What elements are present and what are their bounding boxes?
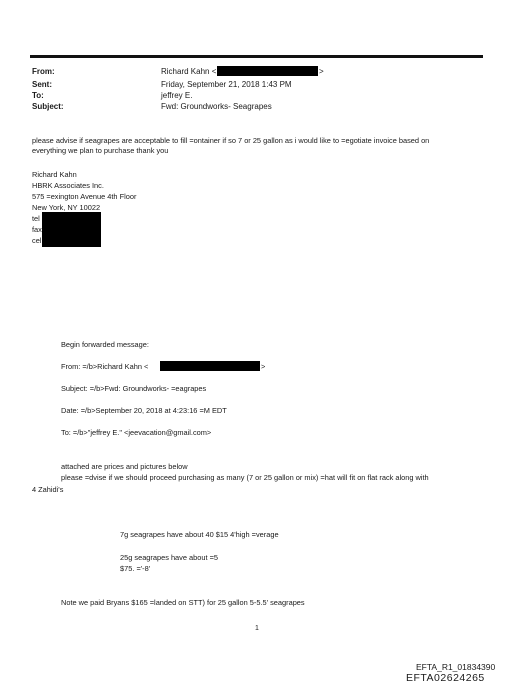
bates-number-2: EFTA02624265 — [406, 672, 485, 684]
from-tail: > — [319, 67, 324, 76]
forward-date: Date: =/b>September 20, 2018 at 4:23:16 =M EDT — [61, 406, 227, 415]
body-line-2: everything we plan to purchase thank you — [32, 146, 169, 155]
redaction-block — [217, 66, 318, 76]
sent-label: Sent: — [32, 80, 52, 89]
signature-name: Richard Kahn — [32, 170, 77, 179]
from-value: Richard Kahn < — [161, 67, 217, 76]
forward-to: To: =/b>"jeffrey E." <jeevacation@gmail.com> — [61, 428, 212, 437]
sent-value: Friday, September 21, 2018 1:43 PM — [161, 80, 292, 89]
redaction-block — [42, 212, 101, 247]
price-line: $75. ='-8' — [120, 564, 151, 573]
forward-intro: Begin forwarded message: — [61, 340, 149, 349]
forward-subject: Subject: =/b>Fwd: Groundworks- =eagrapes — [61, 384, 207, 393]
subject-label: Subject: — [32, 102, 64, 111]
from-label: From: — [32, 67, 55, 76]
page-number: 1 — [255, 625, 259, 632]
seven-gallon-line: 7g seagrapes have about 40 $15 4'high =verage — [120, 530, 279, 539]
signature-fax: fax — [32, 225, 42, 234]
signature-address: 575 =exington Avenue 4th Floor — [32, 192, 137, 201]
signature-company: HBRK Associates Inc. — [32, 181, 104, 190]
forward-from-tail: > — [261, 362, 266, 371]
subject-value: Fwd: Groundworks- Seagrapes — [161, 102, 272, 111]
bates-number-1: EFTA_R1_01834390 — [416, 662, 496, 672]
signature-cel: cel — [32, 236, 42, 245]
forward-from: From: =/b>Richard Kahn < — [61, 362, 149, 371]
to-value: jeffrey E. — [161, 91, 193, 100]
signature-tel: tel — [32, 214, 40, 223]
body-line-1: please advise if seagrapes are acceptable to fill =ontainer if so 7 or 25 gallon as i would like to =egotiate invoice based on — [32, 136, 430, 145]
forward-advise: please =dvise if we should proceed purchasing as many (7 or 25 gallon or mix) =hat will fit on flat rack along with — [61, 473, 429, 482]
header-rule — [30, 55, 483, 58]
note-line: Note we paid Bryans $165 =landed on STT) for 25 gallon 5-5.5' seagrapes — [61, 598, 305, 607]
twentyfive-gallon-line: 25g seagrapes have about =5 — [120, 553, 219, 562]
signature-city: New York, NY 10022 — [32, 203, 101, 212]
to-label: To: — [32, 91, 44, 100]
forward-zahidi: 4 Zahidi's — [32, 485, 64, 494]
forward-attached: attached are prices and pictures below — [61, 462, 188, 471]
redaction-block — [160, 361, 260, 371]
